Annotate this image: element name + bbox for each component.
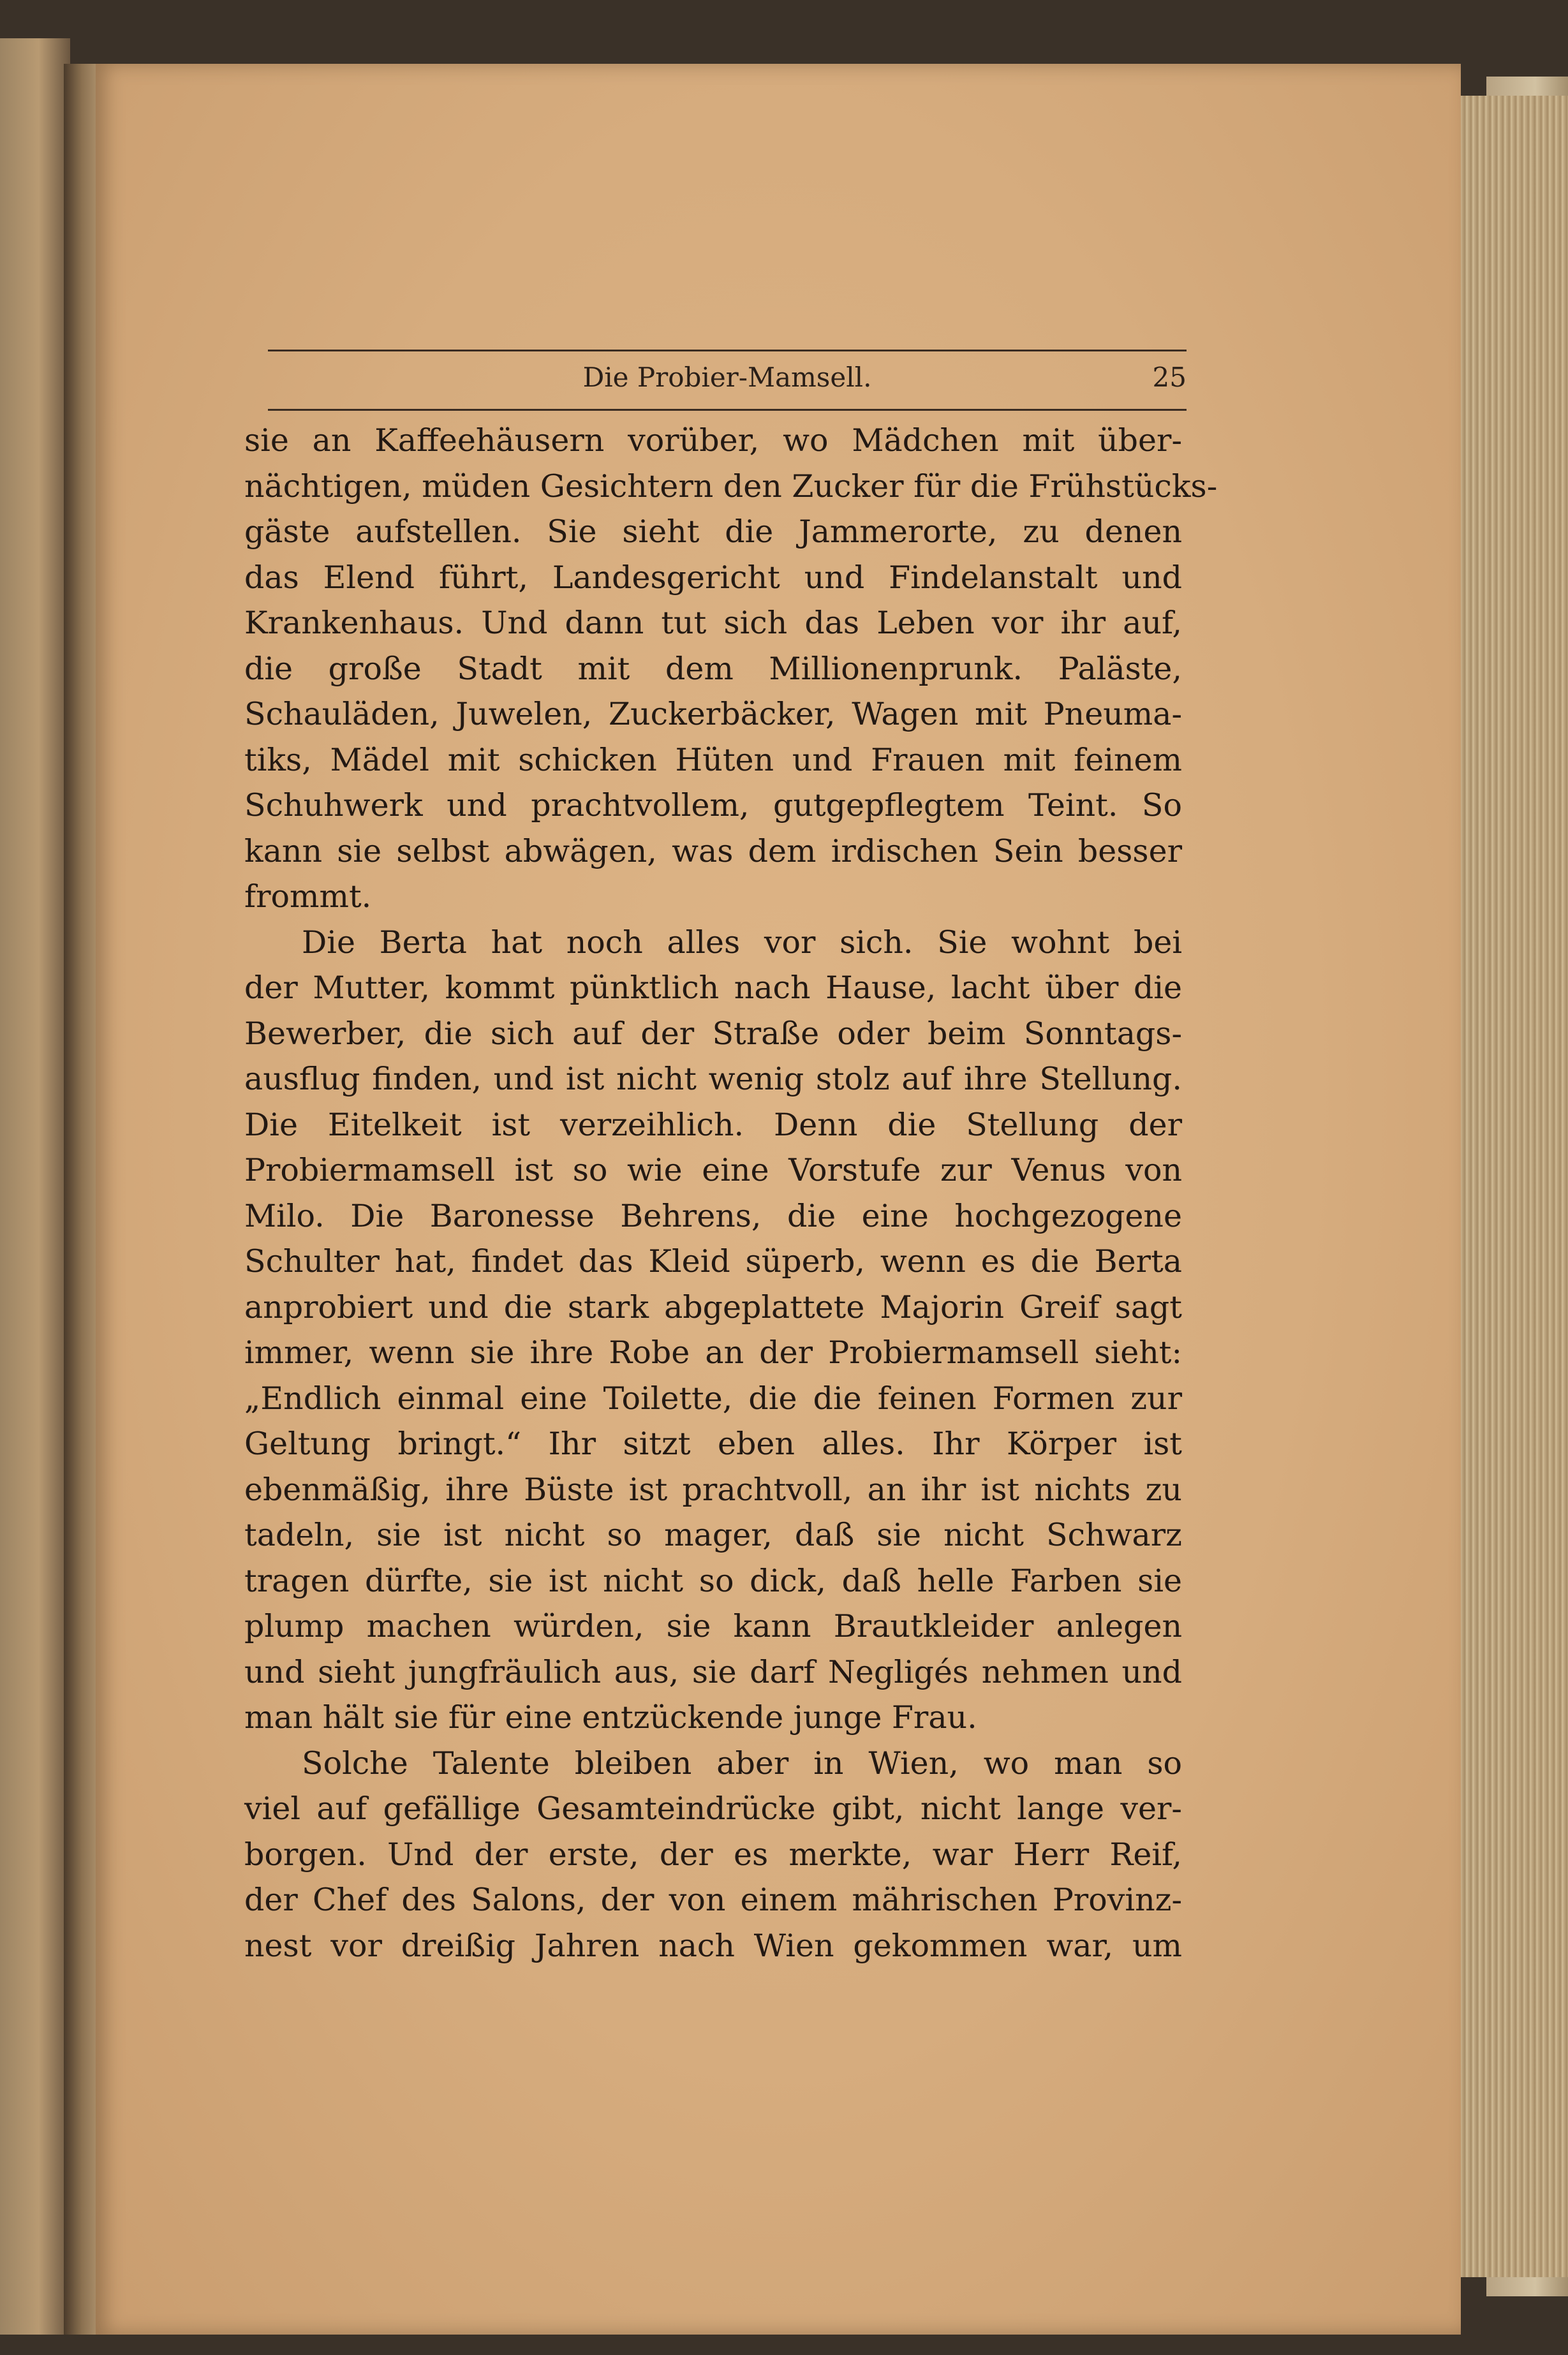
text-line: anprobiert und die stark abgeplattete Majorin Greif sagt — [244, 1288, 1182, 1325]
text-line: kann sie selbst abwägen, was dem irdischen Sein besser — [244, 832, 1182, 869]
text-line: Probiermamsell ist so wie eine Vorstufe zur Venus von — [244, 1152, 1182, 1188]
text-line: Geltung bringt.“ Ihr sitzt eben alles. Ihr Körper ist — [244, 1426, 1182, 1462]
page-number: 25 — [1152, 362, 1187, 393]
text-line: immer, wenn sie ihre Robe an der Probiermamsell sieht: — [244, 1334, 1182, 1371]
text-line: „Endlich einmal eine Toilette, die die feinen Formen zur — [244, 1380, 1182, 1417]
text-line: man hält sie für eine entzückende junge Frau. — [244, 1699, 977, 1736]
text-line: tiks, Mädel mit schicken Hüten und Frauen mit feinem — [244, 741, 1182, 778]
text-line: Die Eitelkeit ist verzeihlich. Denn die Stellung der — [244, 1106, 1182, 1143]
text-line: Schauläden, Juwelen, Zuckerbäcker, Wagen mit Pneuma- — [244, 696, 1182, 732]
text-line: Schulter hat, findet das Kleid süperb, wenn es die Berta — [244, 1243, 1182, 1280]
text-line: Bewerber, die sich auf der Straße oder beim Sonntags- — [244, 1015, 1182, 1052]
text-line: nest vor dreißig Jahren nach Wien gekommen war, um — [244, 1927, 1182, 1964]
body-text — [244, 418, 1218, 1968]
text-line: die große Stadt mit dem Millionenprunk. Paläste, — [244, 650, 1182, 687]
text-line: nächtigen, müden Gesichtern den Zucker für die Frühstücks- — [244, 468, 1218, 505]
text-line: und sieht jungfräulich aus, sie darf Negligés nehmen und — [244, 1653, 1182, 1690]
text-line: tadeln, sie ist nicht so mager, daß sie nicht Schwarz — [244, 1517, 1182, 1553]
text-line: borgen. Und der erste, der es merkte, war Herr Reif, — [244, 1836, 1182, 1873]
text-line: das Elend führt, Landesgericht und Findelanstalt und — [244, 559, 1182, 596]
text-line: viel auf gefällige Gesamteindrücke gibt, nicht lange ver- — [244, 1790, 1182, 1827]
running-header — [268, 350, 1187, 411]
text-line: Die Berta hat noch alles vor sich. Sie wohnt bei — [302, 924, 1182, 961]
text-line: Milo. Die Baronesse Behrens, die eine hochgezogene — [244, 1197, 1182, 1234]
text-line: sie an Kaffeehäusern vorüber, wo Mädchen mit über- — [244, 422, 1182, 459]
text-line: der Mutter, kommt pünktlich nach Hause, lacht über die — [244, 970, 1182, 1006]
text-line: gäste aufstellen. Sie sieht die Jammerorte, zu denen — [244, 513, 1182, 550]
text-line: ebenmäßig, ihre Büste ist prachtvoll, an ihr ist nichts zu — [244, 1471, 1182, 1508]
running-title: Die Probier-Mamsell. — [582, 362, 872, 393]
text-line: plump machen würden, sie kann Brautkleider anlegen — [244, 1608, 1182, 1644]
text-line: Schuhwerk und prachtvollem, gutgepflegtem Teint. So — [244, 787, 1182, 823]
text-line: ausflug finden, und ist nicht wenig stolz auf ihre Stellung. — [244, 1061, 1182, 1097]
text-line: Solche Talente bleiben aber in Wien, wo man so — [302, 1745, 1182, 1782]
text-line: der Chef des Salons, der von einem mährischen Provinz- — [244, 1882, 1182, 1918]
text-line: tragen dürfte, sie ist nicht so dick, daß helle Farben sie — [244, 1562, 1182, 1599]
text-line: Krankenhaus. Und dann tut sich das Leben vor ihr auf, — [244, 605, 1182, 641]
left-page-edge — [0, 38, 70, 2335]
text-line: frommt. — [244, 878, 372, 915]
